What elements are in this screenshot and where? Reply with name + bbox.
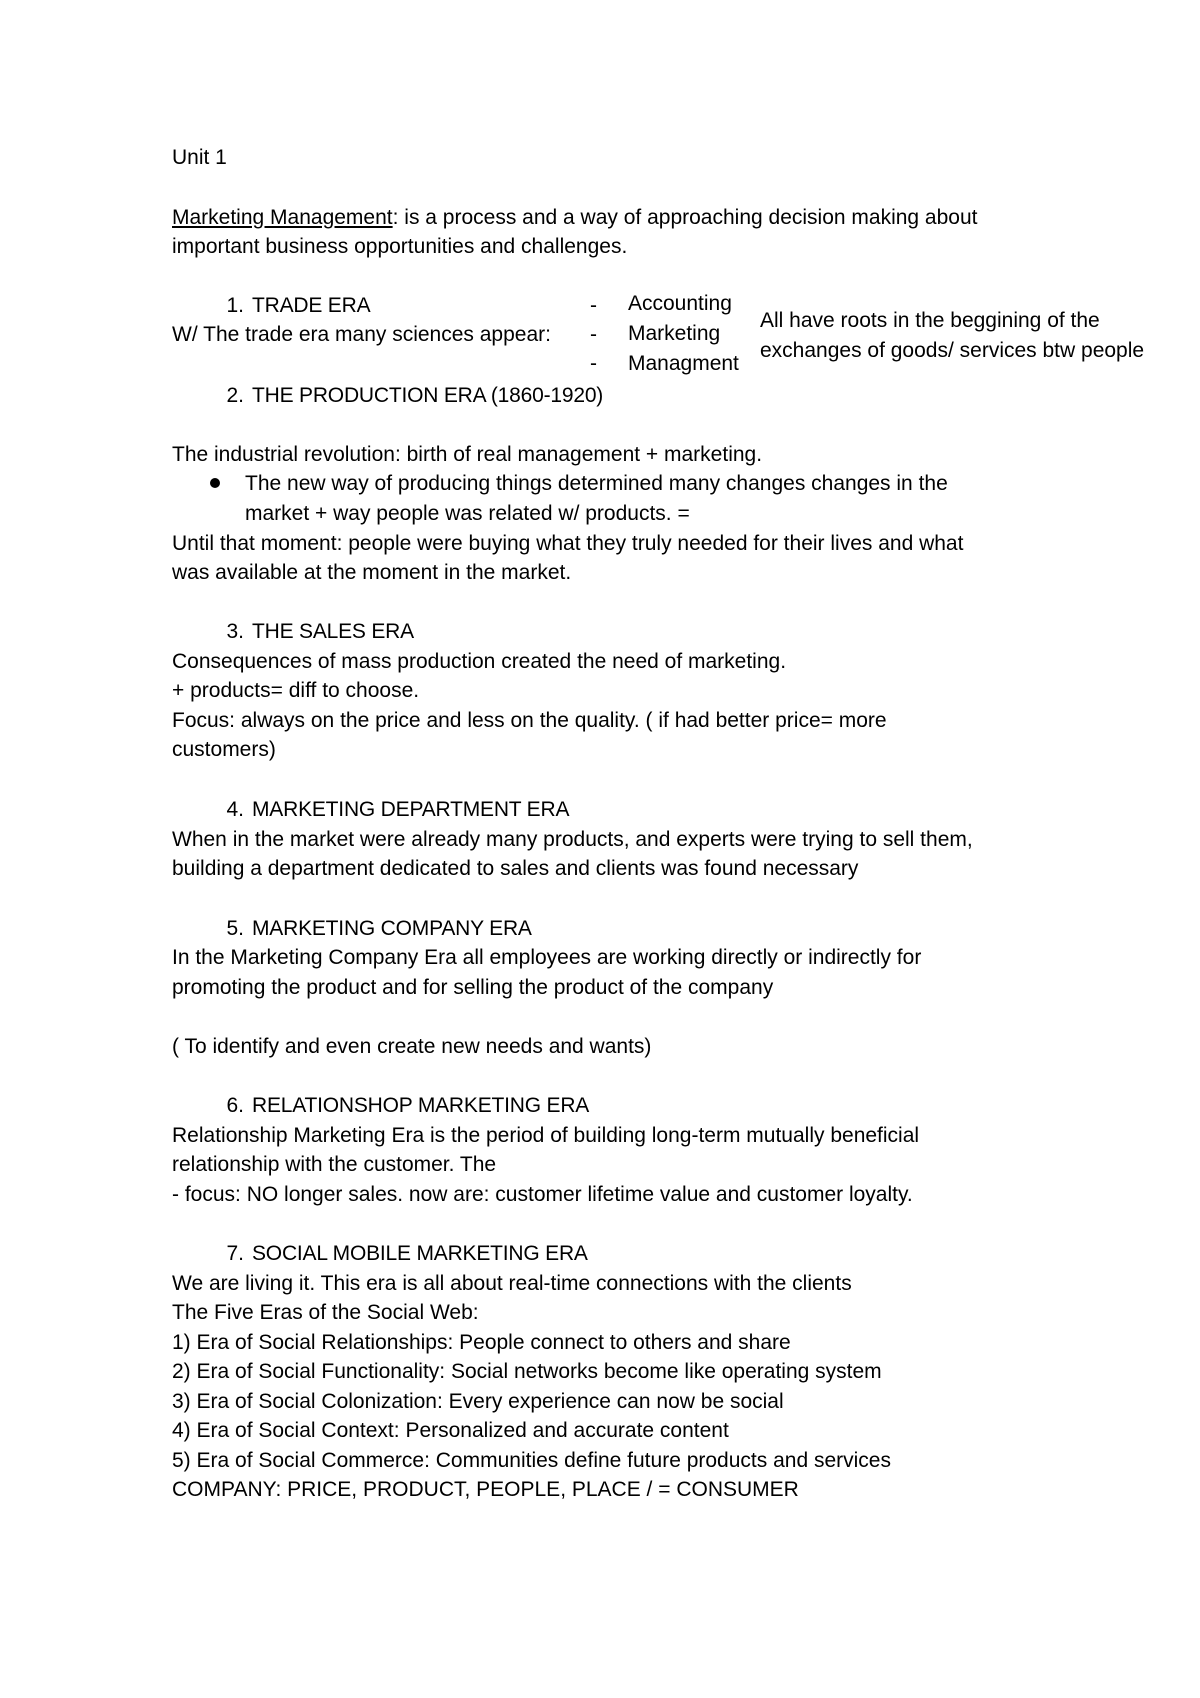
social-line-8: COMPANY: PRICE, PRODUCT, PEOPLE, PLACE / = CONSUMER: [172, 1478, 799, 1501]
sales-line-3: Focus: always on the price and less on the quality. ( if had better price= more: [172, 709, 887, 732]
relationship-line-1: Relationship Marketing Era is the period of building long-term mutually beneficial: [172, 1124, 920, 1147]
marketing-company-aside: ( To identify and even create new needs and wants): [172, 1035, 652, 1058]
marketing-dept-era-number: 4.: [226, 798, 244, 821]
sales-era-heading: THE SALES ERA: [252, 620, 414, 643]
marketing-dept-line-1: When in the market were already many products, and experts were trying to sell them,: [172, 828, 973, 851]
sales-line-4: customers): [172, 738, 276, 761]
trade-era-heading: TRADE ERA: [252, 294, 371, 317]
trade-era-sub: W/ The trade era many sciences appear:: [172, 323, 551, 346]
production-era-heading: THE PRODUCTION ERA (1860-1920): [252, 384, 604, 407]
social-line-4: 2) Era of Social Functionality: Social networks become like operating system: [172, 1360, 882, 1383]
marketing-company-era-heading: MARKETING COMPANY ERA: [252, 917, 532, 940]
relationship-line-3: - focus: NO longer sales. now are: customer lifetime value and customer loyalty.: [172, 1183, 913, 1206]
science-dash: -: [590, 323, 597, 346]
marketing-company-line-1: In the Marketing Company Era all employees are working directly or indirectly for: [172, 946, 922, 969]
social-line-7: 5) Era of Social Commerce: Communities define future products and services: [172, 1449, 891, 1472]
definition-term: Marketing Management: [172, 206, 393, 229]
social-line-1: We are living it. This era is all about real-time connections with the clients: [172, 1272, 852, 1295]
social-line-5: 3) Era of Social Colonization: Every experience can now be social: [172, 1390, 784, 1413]
definition-line-1: [172, 203, 977, 233]
science-managment: Managment: [628, 352, 739, 375]
production-intro: The industrial revolution: birth of real management + marketing.: [172, 443, 763, 466]
trade-era-number: 1.: [226, 294, 244, 317]
production-bullet-line-1: The new way of producing things determined many changes changes in the: [245, 472, 948, 495]
production-line-2: was available at the moment in the market.: [172, 561, 572, 584]
unit-title: Unit 1: [172, 146, 227, 169]
production-era-number: 2.: [226, 384, 244, 407]
definition-line-2: important business opportunities and challenges.: [172, 235, 628, 258]
science-marketing: Marketing: [628, 322, 721, 345]
definition-rest: : is a process and a way of approaching decision making about: [392, 206, 978, 229]
social-line-3: 1) Era of Social Relationships: People connect to others and share: [172, 1331, 791, 1354]
marketing-company-line-2: promoting the product and for selling the product of the company: [172, 976, 774, 999]
science-accounting: Accounting: [628, 292, 732, 315]
trade-note-line-2: exchanges of goods/ services btw people: [760, 339, 1145, 362]
social-mobile-era-number: 7.: [226, 1242, 244, 1265]
marketing-company-era-number: 5.: [226, 917, 244, 940]
social-line-6: 4) Era of Social Context: Personalized and accurate content: [172, 1419, 729, 1442]
production-line-1: Until that moment: people were buying what they truly needed for their lives and what: [172, 532, 964, 555]
relationship-era-heading: RELATIONSHOP MARKETING ERA: [252, 1094, 590, 1117]
trade-note-line-1: All have roots in the beggining of the: [760, 309, 1100, 332]
sales-era-number: 3.: [226, 620, 244, 643]
relationship-era-number: 6.: [226, 1094, 244, 1117]
production-bullet-line-2: market + way people was related w/ products. =: [245, 502, 690, 525]
sales-line-1: Consequences of mass production created the need of marketing.: [172, 650, 787, 673]
social-mobile-era-heading: SOCIAL MOBILE MARKETING ERA: [252, 1242, 588, 1265]
marketing-dept-era-heading: MARKETING DEPARTMENT ERA: [252, 798, 570, 821]
science-dash: -: [590, 352, 597, 375]
marketing-dept-line-2: building a department dedicated to sales and clients was found necessary: [172, 857, 859, 880]
bullet-dot: [210, 478, 220, 488]
relationship-line-2: relationship with the customer. The: [172, 1153, 497, 1176]
sales-line-2: + products= diff to choose.: [172, 679, 420, 702]
science-dash: -: [590, 294, 597, 317]
social-line-2: The Five Eras of the Social Web:: [172, 1301, 479, 1324]
